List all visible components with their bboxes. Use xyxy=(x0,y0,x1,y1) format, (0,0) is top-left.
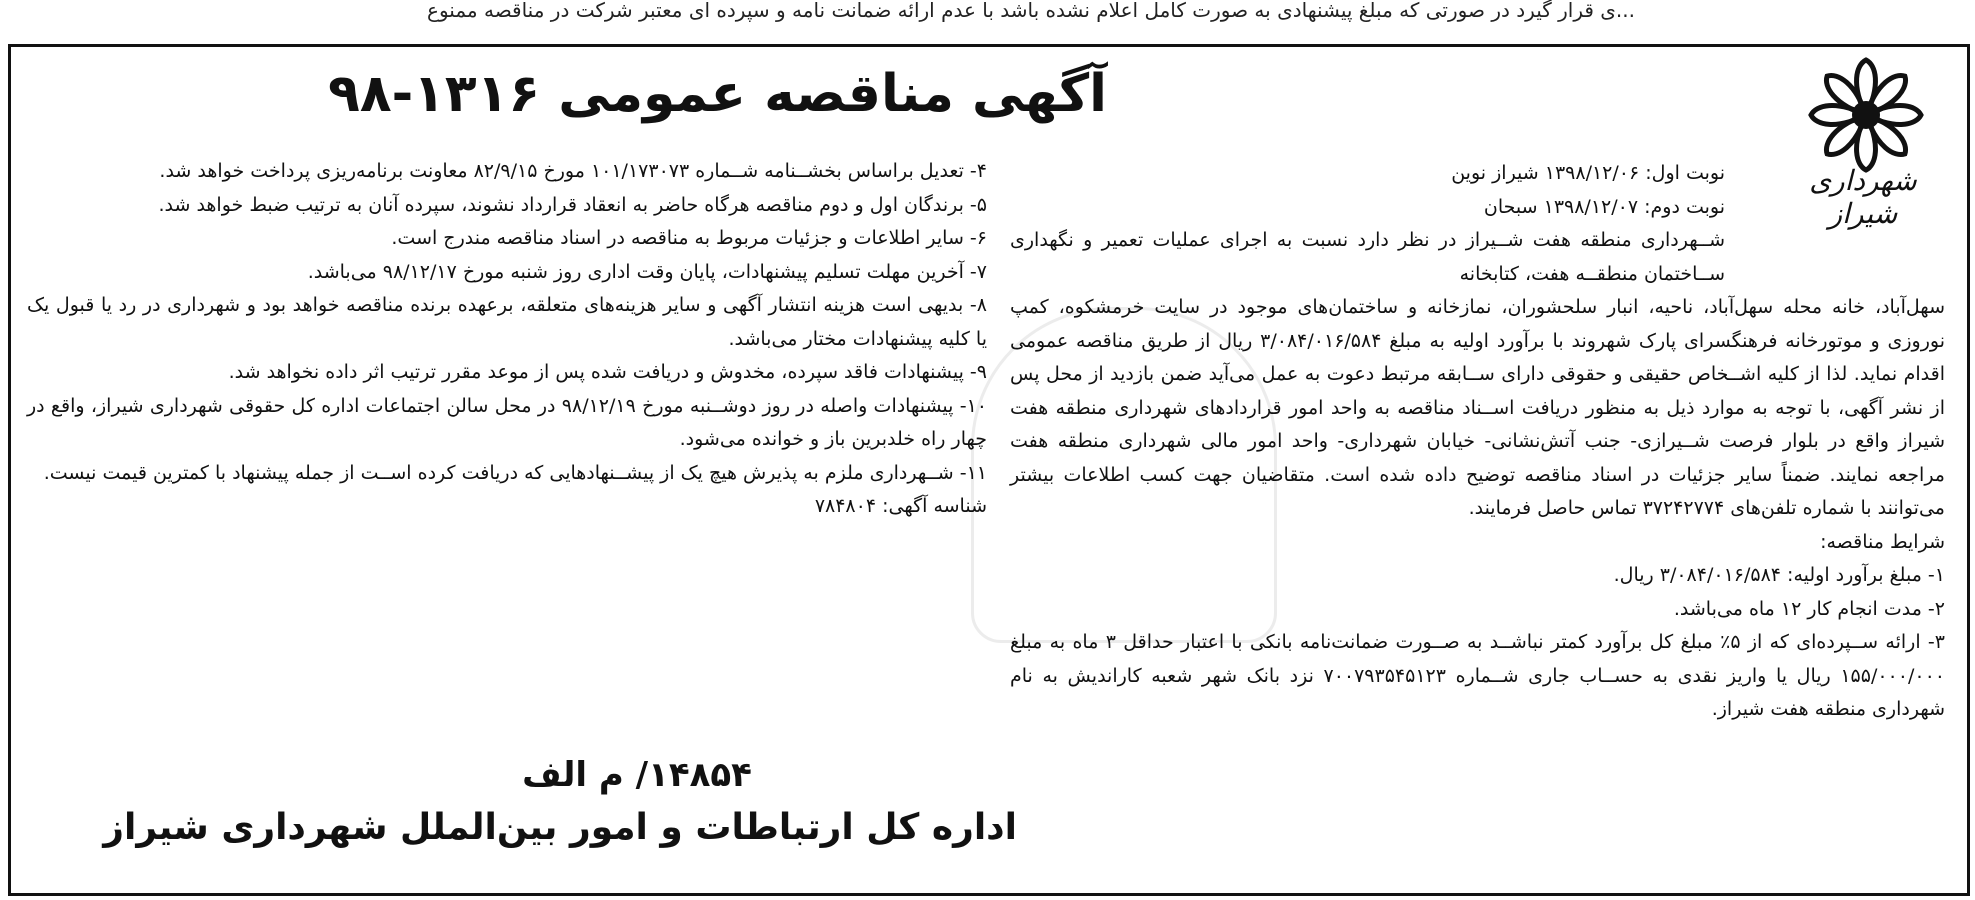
left-column xyxy=(27,155,987,524)
intro-lead: شــهرداری منطقه هفت شــیراز در نظر دارد نسبت به اجرای عملیات تعمیر و نگهداری ســاختمان منطقــه هفت، کتابخانه xyxy=(1010,229,1725,285)
signature-organization: اداره کل ارتباطات و امور بین‌الملل شهرداری شیراز xyxy=(103,807,1017,848)
condition-item: ۸- بدیهی است هزینه انتشار آگهی و سایر هزینه‌های متعلقه، برعهده برنده مناقصه خواهد بود و شهرداری در رد یا قبول یک یا کلیه پیشنهادات مختار می‌باشد. xyxy=(27,294,987,350)
round-first: نوبت اول: ۱۳۹۸/۱۲/۰۶ شیراز نوین xyxy=(1451,162,1725,184)
logo-text: شهرداری شیراز xyxy=(1809,164,1917,230)
condition-item: ۱۱- شــهرداری ملزم به پذیرش هیچ یک از پیشــنهادهایی که دریافت کرده اســت از جمله پیشنهاد با کمترین قیمت نیست. xyxy=(43,461,987,484)
intro-body: سهل‌آباد، خانه محله سهل‌آباد، ناحیه، انبار سلحشوران، نمازخانه و ساختمان‌های موجود در سایت خرمشکوه، کمپ نوروزی و موتورخانه فرهنگسرای پارک شهروند با برآورد اولیه به مبلغ ۳/۰۸۴/۰۱۶/۵۸۴ ریال از طریق مناقصه عمومی اقدام نماید. لذا از کلیه اشــخاص حقیقی و حقوقی دارای ســابقه مرتبط دعوت به عمل می‌آید ضمن بازدید از محل پس از نشر آگهی، با توجه به موارد ذیل به منظور دریافت اســناد مناقصه به واحد امور قراردادهای شهرداری منطقه هفت شیراز واقع در بلوار فرصت شــیرازی- جنب آتش‌نشانی- خیابان شهرداری- واحد امور مالی شهرداری منطقه هفت مراجعه نمایند. ضمناً سایر جزئیات در اسناد مناقصه توضیح داده شده است. متقاضیان جهت کسب اطلاعات بیشتر می‌توانند با شماره تلفن‌های ۳۷۲۴۲۷۷۴ تماس حاصل فرمایند. xyxy=(1010,296,1945,519)
condition-item: ۵- برندگان اول و دوم مناقصه هرگاه حاضر به انعقاد قرارداد نشوند، سپرده آنان به ترتیب ضبط خواهد شد. xyxy=(158,193,987,216)
round-second: نوبت دوم: ۱۳۹۸/۱۲/۰۷ سبحان xyxy=(1483,195,1725,218)
conditions-heading: شرایط مناقصه: xyxy=(1820,530,1945,553)
condition-item: ۲- مدت انجام کار ۱۲ ماه می‌باشد. xyxy=(1673,597,1945,620)
condition-item: ۱- مبلغ برآورد اولیه: ۳/۰۸۴/۰۱۶/۵۸۴ ریال. xyxy=(1613,564,1945,586)
condition-item: ۶- سایر اطلاعات و جزئیات مربوط به مناقصه در اسناد مناقصه مندرج است. xyxy=(391,227,987,249)
condition-item: ۹- پیشنهادات فاقد سپرده، مخدوش و دریافت شده پس از موعد مقرر ترتیب اثر داده نخواهد شد. xyxy=(228,361,987,383)
signature-number: ۱۴۸۵۴/ م الف xyxy=(522,755,752,795)
tender-ad-frame xyxy=(8,44,1970,896)
condition-item: ۷- آخرین مهلت تسلیم پیشنهادات، پایان وقت اداری روز شنبه مورخ ۹۸/۱۲/۱۷ می‌باشد. xyxy=(307,260,987,283)
right-column xyxy=(1010,157,1945,727)
ad-title: آگهی مناقصه عمومی ۱۳۱۶-۹۸ xyxy=(328,64,1107,124)
condition-item: ۱۰- پیشنهادات واصله در روز دوشــنبه مورخ ۹۸/۱۲/۱۹ در محل سالن اجتماعات اداره کل حقوقی شهرداری شیراز، واقع در چهار راه خلدبرین باز و خوانده می‌شود. xyxy=(27,394,987,450)
ad-id: شناسه آگهی: ۷۸۴۸۰۴ xyxy=(814,495,987,517)
condition-item: ۳- ارائه ســپرده‌ای که از ۵٪ مبلغ کل برآورد کمتر نباشــد به صــورت ضمانت‌نامه بانکی با اعتبار حداقل ۳ ماه به مبلغ ۱۵۵/۰۰۰/۰۰۰ ریال یا واریز نقدی به حســاب جاری شــماره ۷۰۰۷۹۳۵۴۵۱۲۳ نزد بانک شهر شعبه کاراندیش به نام شهرداری منطقه هفت شیراز. xyxy=(1010,631,1946,720)
condition-item: ۴- تعدیل براساس بخشــنامه شــماره ۱۰۱/۱۷۳۰۷۳ مورخ ۸۲/۹/۱۵ معاونت برنامه‌ریزی پرداخت خواهد شد. xyxy=(159,160,987,182)
top-cropped-text: ...ی قرار گیرد در صورتی که مبلغ پیشنهادی به صورت کامل اعلام نشده باشد با عدم ارائه ضمانت نامه و سپرده ای معتبر شرکت در مناقصه ممنوع xyxy=(427,0,1635,22)
